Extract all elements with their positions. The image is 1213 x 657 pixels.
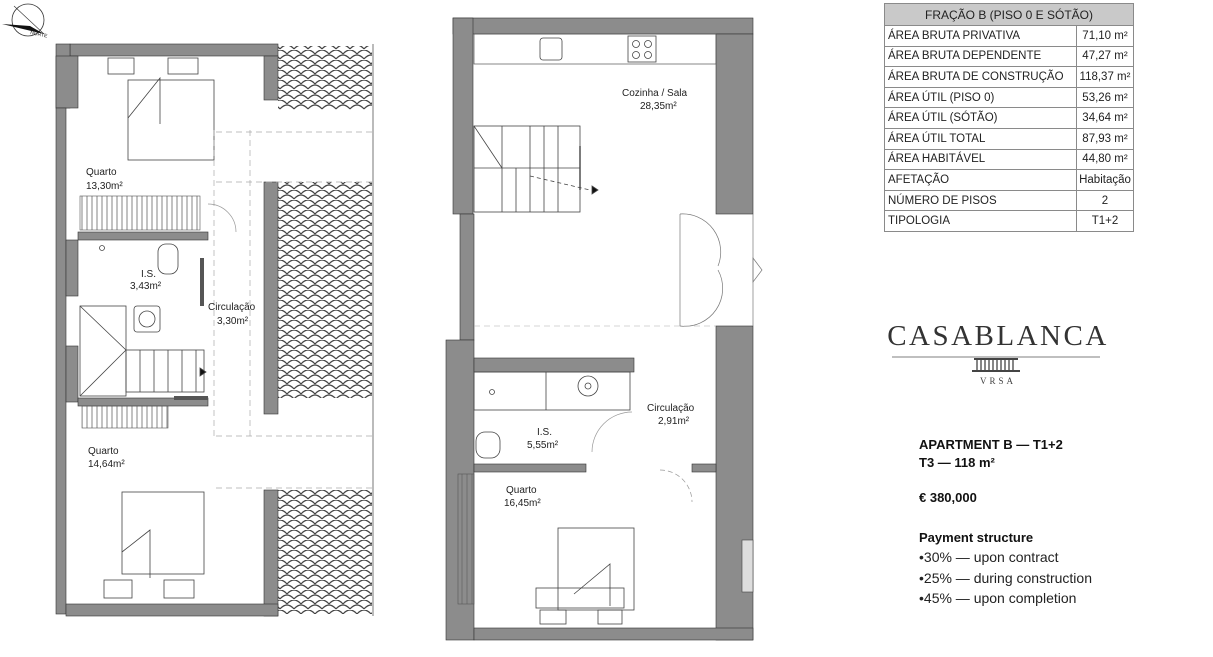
room-name: I.S.	[537, 427, 553, 438]
row-label: ÁREA BRUTA DEPENDENTE	[885, 46, 1077, 67]
ground-floor-plan	[446, 18, 762, 640]
table-row	[885, 67, 1134, 88]
table-row	[885, 149, 1134, 170]
row-label: ÁREA BRUTA DE CONSTRUÇÃO	[885, 67, 1077, 88]
table-row	[885, 87, 1134, 108]
row-value: 34,64 m²	[1077, 108, 1134, 129]
stairs	[80, 306, 206, 396]
row-label: ÁREA ÚTIL (PISO 0)	[885, 87, 1077, 108]
areas-table-title: FRAÇÃO B (PISO 0 E SÓTÃO)	[885, 4, 1134, 26]
row-value: 71,10 m²	[1077, 26, 1134, 47]
row-label: AFETAÇÃO	[885, 170, 1077, 191]
room-area: 5,55m²	[527, 440, 559, 451]
row-label: ÁREA BRUTA PRIVATIVA	[885, 26, 1077, 47]
table-row	[885, 26, 1134, 47]
table-row	[885, 46, 1134, 67]
row-label: ÁREA HABITÁVEL	[885, 149, 1077, 170]
listing-title: APARTMENT B — T1+2	[919, 437, 1063, 452]
row-value: 53,26 m²	[1077, 87, 1134, 108]
table-row	[885, 211, 1134, 232]
room-area: 3,30m²	[217, 316, 249, 327]
row-value: 44,80 m²	[1077, 149, 1134, 170]
listing-info	[919, 436, 1199, 609]
stairs	[474, 126, 598, 212]
room-name: Quarto	[506, 485, 537, 496]
room-name: I.S.	[141, 269, 157, 280]
room-name: Quarto	[88, 446, 119, 457]
roof-tiles	[278, 46, 372, 110]
north-compass-icon	[2, 4, 49, 40]
row-label: ÁREA ÚTIL (SÓTÃO)	[885, 108, 1077, 129]
logo-subtitle: VRSA	[979, 376, 1016, 386]
row-value: 118,37 m²	[1077, 67, 1134, 88]
bed-icon	[104, 492, 204, 598]
table-row	[885, 128, 1134, 149]
compass-label: NORTE	[29, 30, 48, 40]
room-area: 16,45m²	[504, 498, 541, 509]
room-area: 3,43m²	[130, 281, 162, 292]
room-area: 2,91m²	[658, 416, 690, 427]
table-row	[885, 170, 1134, 191]
ground-walls	[446, 18, 753, 640]
casablanca-logo	[850, 262, 1146, 432]
listing-price: € 380,000	[919, 490, 977, 505]
row-value: Habitação	[1077, 170, 1134, 191]
balustrade-icon	[850, 354, 1146, 376]
row-value: 87,93 m²	[1077, 128, 1134, 149]
room-area: 13,30m²	[86, 181, 123, 192]
areas-table	[884, 3, 1134, 232]
room-name: Circulação	[208, 302, 256, 313]
listing-subtitle: T3 — 118 m²	[919, 455, 995, 470]
row-value: 2	[1077, 190, 1134, 211]
roof-tiles	[278, 182, 372, 398]
bed-icon	[108, 58, 214, 160]
roof-tiles	[278, 490, 372, 614]
room-name: Cozinha / Sala	[622, 88, 688, 99]
row-label: TIPOLOGIA	[885, 211, 1077, 232]
payment-title: Payment structure	[919, 530, 1034, 545]
room-name: Quarto	[86, 167, 117, 178]
payment-item: •25% — during construction	[919, 569, 1092, 586]
attic-floor-plan	[56, 44, 374, 616]
room-area: 28,35m²	[640, 101, 677, 112]
row-value: 47,27 m²	[1077, 46, 1134, 67]
bed-icon	[536, 528, 634, 624]
table-row	[885, 190, 1134, 211]
logo-wordmark: CASABLANCA	[887, 320, 1109, 352]
row-label: NÚMERO DE PISOS	[885, 190, 1077, 211]
payment-item: •30% — upon contract	[919, 549, 1059, 565]
room-area: 14,64m²	[88, 459, 125, 470]
row-label: ÁREA ÚTIL TOTAL	[885, 128, 1077, 149]
table-row	[885, 108, 1134, 129]
payment-item: •45% — upon completion	[919, 590, 1077, 606]
room-name: Circulação	[647, 403, 695, 414]
row-value: T1+2	[1077, 211, 1134, 232]
attic-walls	[56, 44, 278, 616]
